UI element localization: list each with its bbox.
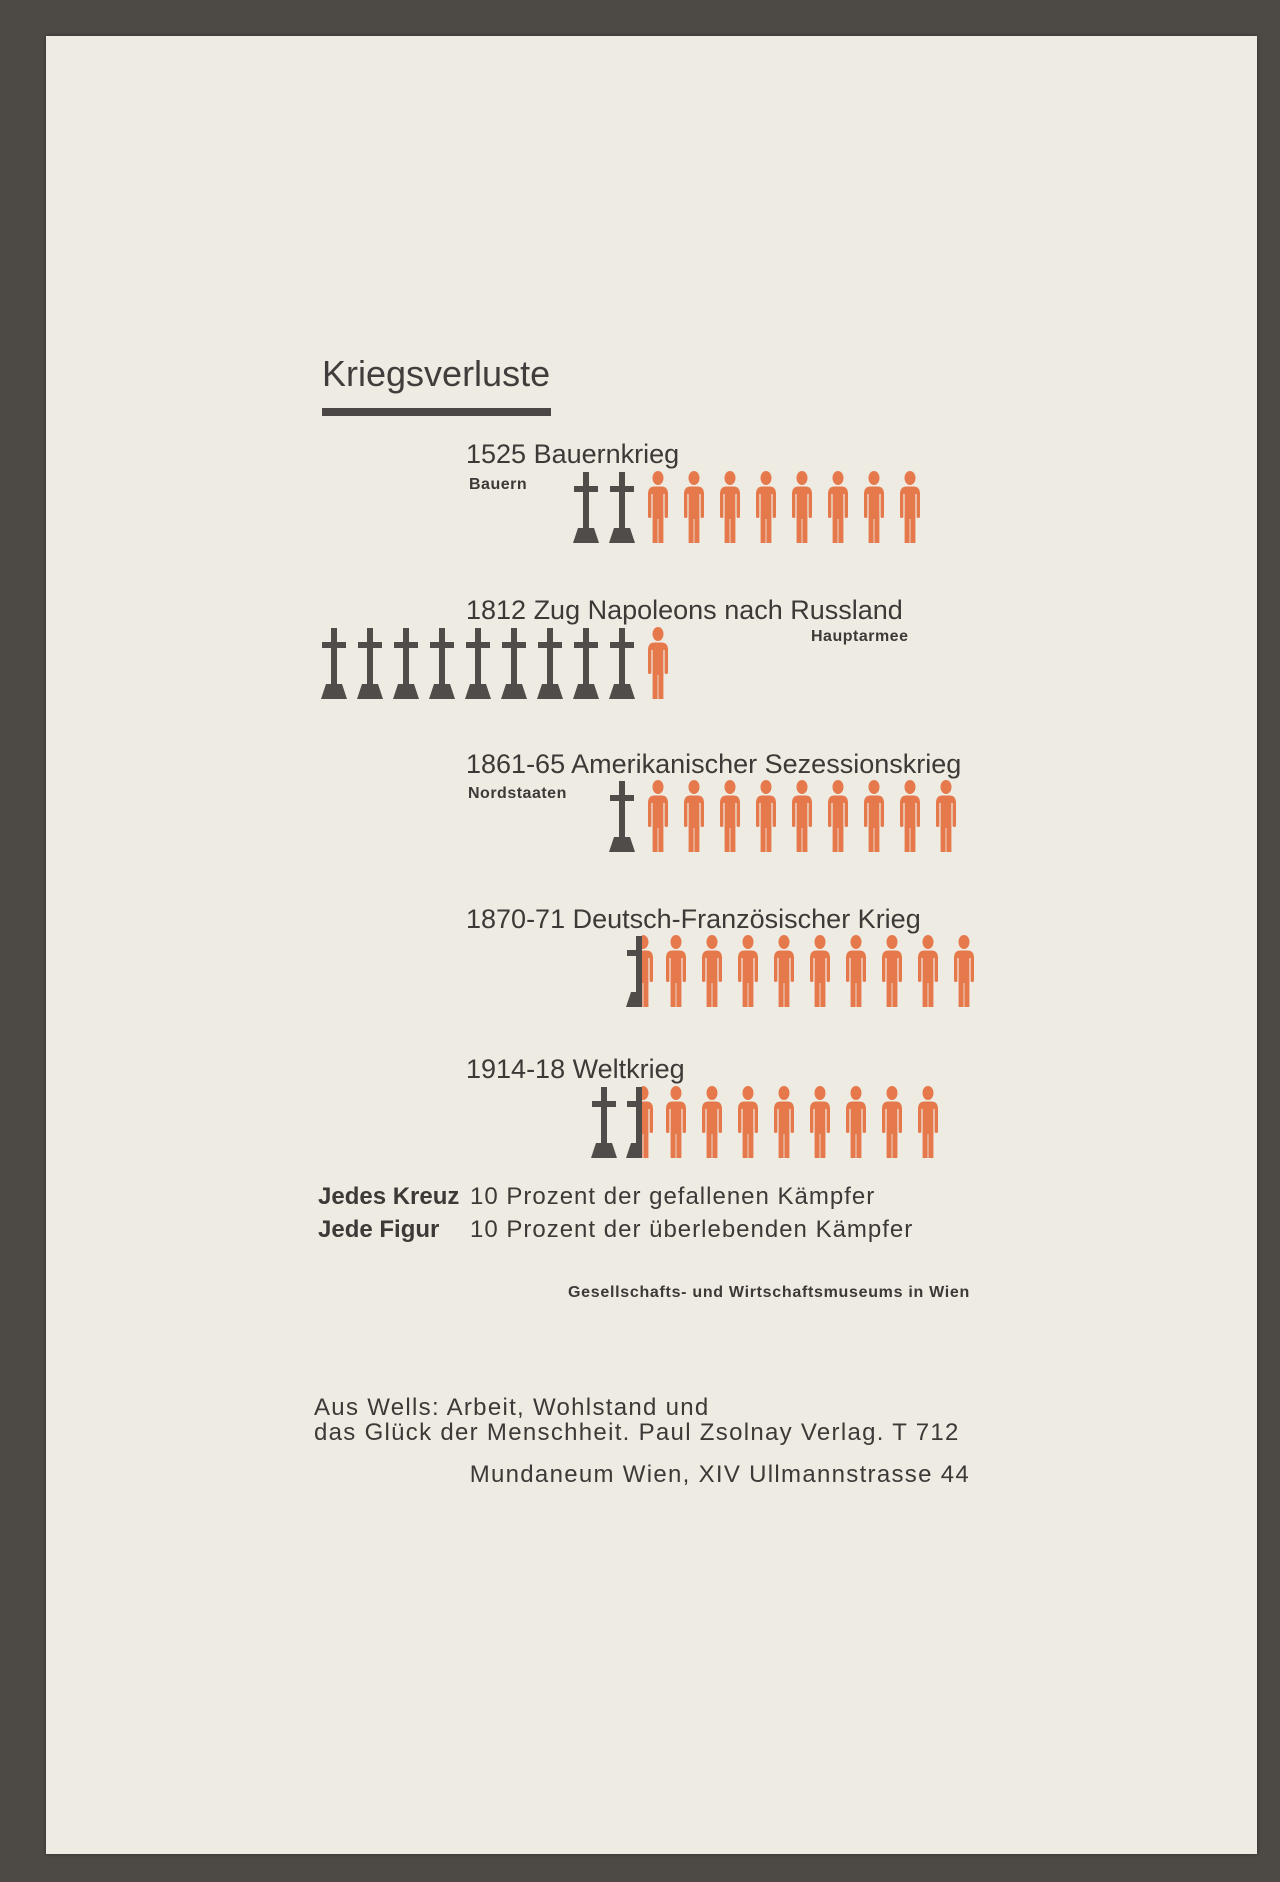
category-label: 1870-71 Deutsch-Französischer Krieg [466,904,921,934]
figure-icon [828,780,848,852]
figure-icon [738,1086,758,1158]
cross-icon [573,628,599,699]
chart-title: Kriegsverluste [322,353,551,394]
pictogram-row [0,780,1280,852]
figure-icon [810,1086,830,1158]
figure-icon [828,471,848,543]
cross-icon [537,628,563,699]
figure-icon [648,627,668,699]
figure-icon [846,935,866,1007]
cross-icon [501,628,527,699]
museum-credit: Gesellschafts- und Wirtschaftsmuseums in Wien [568,1284,970,1301]
category-sublabel: Hauptarmee [811,628,909,645]
cross-icon [609,628,635,699]
figure-icon [738,935,758,1007]
figure-icon [846,1086,866,1158]
legend-label-cross: Jedes Kreuz [318,1183,460,1210]
figure-icon [756,471,776,543]
pictogram-row [0,627,1280,699]
figure-icon [702,935,722,1007]
figure-icon [810,935,830,1007]
figure-icon [792,471,812,543]
publisher-address: Mundaneum Wien, XIV Ullmannstrasse 44 [469,1461,970,1488]
figure-icon [774,1086,794,1158]
figure-icon [864,780,884,852]
figure-icon [684,780,704,852]
category-label: 1812 Zug Napoleons nach Russland [466,595,903,625]
cross-icon [609,472,635,543]
figure-icon [936,780,956,852]
category-sublabel: Nordstaaten [468,785,567,802]
figure-icon [648,471,668,543]
cross-icon [393,628,419,699]
legend-text-cross: 10 Prozent der gefallenen Kämpfer [470,1183,876,1210]
figure-icon [774,935,794,1007]
legend-text-figure: 10 Prozent der überlebenden Kämpfer [470,1216,914,1243]
citation-line: das Glück der Menschheit. Paul Zsolnay Verlag. T 712 [314,1419,960,1446]
legend-label-figure: Jede Figur [318,1216,440,1243]
figure-icon [756,780,776,852]
category-sublabel: Bauern [469,476,528,493]
cross-icon [357,628,383,699]
figure-icon [918,935,938,1007]
figure-icon [900,471,920,543]
category-label: 1525 Bauernkrieg [466,439,680,469]
cross-icon [465,628,491,699]
cross-icon [609,781,635,852]
figure-icon [954,935,974,1007]
figure-icon [882,1086,902,1158]
category-label: 1861-65 Amerikanischer Sezessionskrieg [466,749,962,779]
cross-icon [573,472,599,543]
pictogram-row [0,935,1280,1007]
cross-icon [429,628,455,699]
citation-line: Aus Wells: Arbeit, Wohlstand und [314,1394,710,1421]
figure-icon [648,780,668,852]
pictogram-row [0,1086,1280,1158]
figure-icon [720,780,740,852]
figure-icon [864,471,884,543]
figure-icon [684,471,704,543]
figure-icon [792,780,812,852]
figure-icon [666,935,686,1007]
figure-icon [666,1086,686,1158]
figure-icon [900,780,920,852]
figure-icon [882,935,902,1007]
pictogram-row [0,471,1280,543]
figure-icon [720,471,740,543]
title-underline [322,408,551,416]
figure-icon [702,1086,722,1158]
category-label: 1914-18 Weltkrieg [466,1054,685,1084]
cross-icon [591,1087,617,1158]
cross-icon [321,628,347,699]
figure-icon [918,1086,938,1158]
